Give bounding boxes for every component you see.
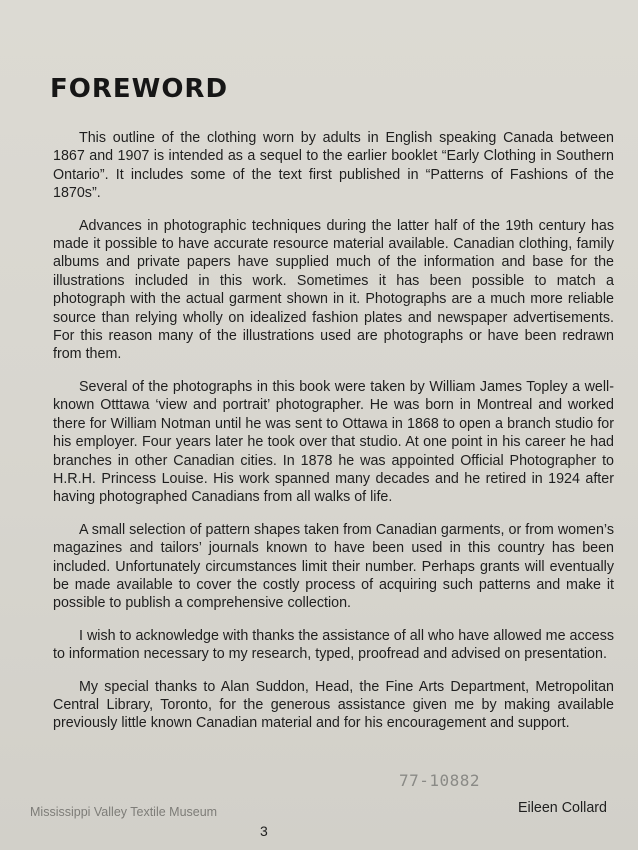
paragraph-2: Advances in photographic techniques during the latter half of the 19th century has made it possible to have accurate resource material available. Canadian clothing, family albums and private papers have supplied much of the information and base for the illustrations included in this work. Sometimes it has been possible to match a photograph with the actual garment shown in it. Photographs are a much more reliable source than relying wholly on idealized fashion plates and newspaper advertisements. For this reason many of the illustrations used are photographs or have been redrawn from them. <box>53 217 614 363</box>
paragraph-4: A small selection of pattern shapes taken from Canadian garments, or from women’s magazines and tailors’ journals known to have been used in this country has been included. Unfortunately circumstances limit their number. Perhaps grants will eventually be made available to cover the costly process of acquiring such patterns and make it possible to publish a comprehensive collection. <box>53 521 614 612</box>
paragraph-6: My special thanks to Alan Suddon, Head, the Fine Arts Department, Metropolitan Central Library, Toronto, for the generous assistance given me by making available previously little known Canadian material and for his encouragement and support. <box>53 678 614 732</box>
paragraph-3: Several of the photographs in this book were taken by William James Topley a well-known Otttawa ‘view and portrait’ photographer. He was born in Montreal and worked there for William Notman until he was sent to Ottawa in 1868 to open a branch studio for his employer. Four years later he took over that studio. At one point in his career he had branches in other Canadian cities. In 1878 he was appointed Official Photographer to H.R.H. Princess Louise. His work spanned many decades and he retired in 1924 after having photographed Canadians from all walks of life. <box>53 378 614 506</box>
page-title: FOREWORD <box>50 74 229 104</box>
page-number: 3 <box>260 823 268 839</box>
paragraph-1: This outline of the clothing worn by adults in English speaking Canada between 1867 and 1907 is intended as a sequel to the earlier booklet “Early Clothing in Southern Ontario”. It includes some of the text first published in “Patterns of Fashions of the 1870s”. <box>53 130 614 202</box>
museum-watermark: Mississippi Valley Textile Museum <box>30 805 218 819</box>
paragraph-5: I wish to acknowledge with thanks the assistance of all who have allowed me access to information necessary to my research, typed, proofread and advised on presentation. <box>53 627 614 663</box>
foreword-body <box>53 129 614 747</box>
author-signature: Eileen Collard <box>518 800 608 816</box>
accession-stamp: 77-10882 <box>399 771 481 790</box>
